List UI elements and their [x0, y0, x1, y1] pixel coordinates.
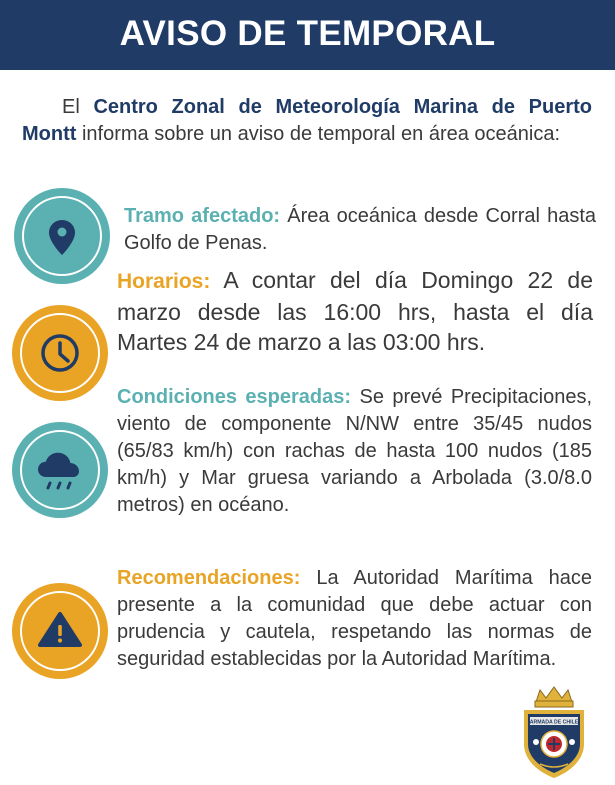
section-tramo — [124, 203, 596, 257]
page-title: AVISO DE TEMPORAL — [119, 13, 496, 53]
section-recomendaciones — [117, 565, 592, 673]
clock-icon — [12, 305, 108, 401]
location-pin-icon — [14, 188, 110, 284]
recomendaciones-label: Recomendaciones: — [117, 567, 301, 589]
rain-cloud-icon — [12, 422, 108, 518]
tramo-text: Área oceánica desde Corral hasta Golfo de Penas. — [124, 205, 596, 254]
horarios-text: A contar del día Domingo 22 de marzo desde las 16:00 hrs, hasta el día Martes 24 de marzo a las 03:00 hrs. — [117, 267, 593, 355]
condiciones-label: Condiciones esperadas: — [117, 386, 352, 408]
intro-organization: Centro Zonal de Meteorología Marina de Puerto Montt — [22, 96, 592, 145]
section-horarios — [117, 265, 593, 357]
warning-icon — [12, 583, 108, 679]
seal-text: ARMADA DE CHILE — [529, 719, 579, 726]
tramo-label: Tramo afectado: — [124, 205, 281, 227]
armada-seal-logo — [516, 684, 592, 780]
intro-paragraph — [22, 94, 592, 148]
intro-text: informa sobre un aviso de temporal en área oceánica: — [76, 123, 561, 145]
horarios-label: Horarios: — [117, 270, 211, 293]
header-banner — [0, 0, 615, 70]
intro-prefix: El — [62, 96, 94, 118]
section-condiciones — [117, 384, 592, 519]
condiciones-text: Se prevé Precipitaciones, viento de componente N/NW entre 35/45 nudos (65/83 km/h) con rachas de hasta 100 nudos (185 km/h) y Mar gruesa variando a Arbolada (3.0/8.0 metros) en océano. — [117, 386, 593, 516]
recomendaciones-text: La Autoridad Marítima hace presente a la comunidad que debe actuar con prudencia y cautela, respetando las normas de seguridad establecidas por la Autoridad Marítima. — [117, 567, 592, 670]
